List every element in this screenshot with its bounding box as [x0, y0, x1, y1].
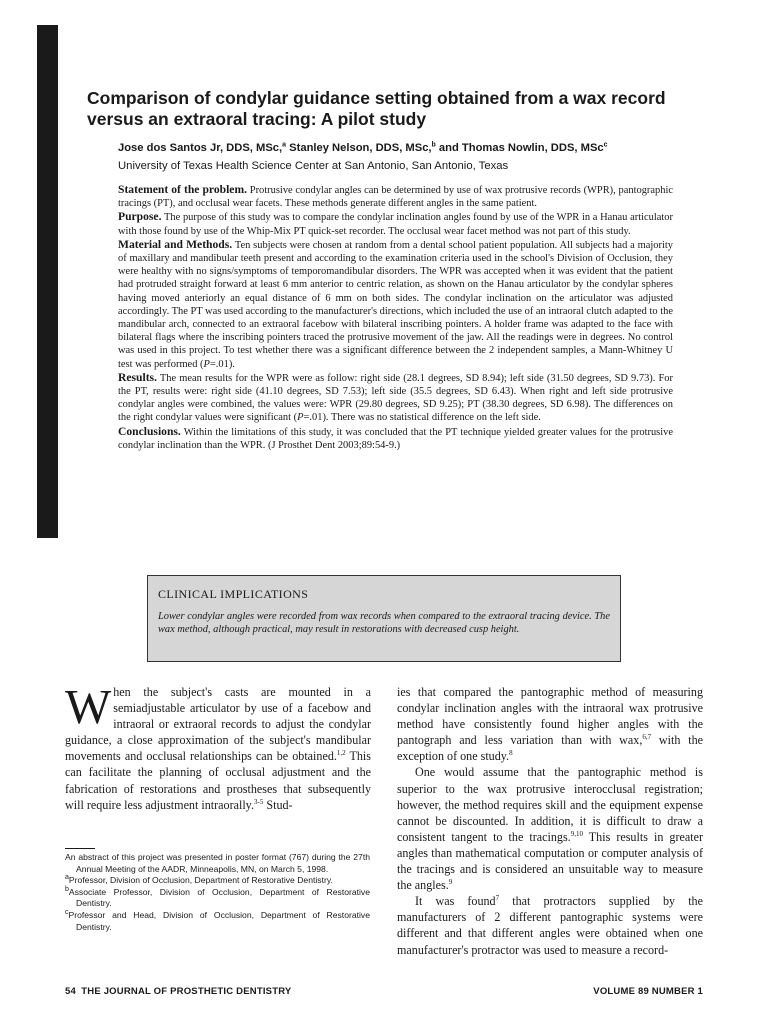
clinical-implications-box	[147, 575, 621, 662]
body-column-right	[397, 684, 703, 958]
author-1-sup: a	[282, 141, 287, 149]
side-bar-decoration	[37, 25, 58, 538]
left-p1-sup2: 3-5	[253, 797, 264, 806]
title-line-2: versus an extraoral tracing: A pilot study	[87, 109, 427, 129]
abstract-purpose	[118, 210, 673, 237]
abstract-methods	[118, 238, 673, 371]
drop-cap: W	[65, 679, 112, 734]
right-p1-b: with the exception of one study.	[397, 733, 704, 764]
conclusions-text: Within the limitations of this study, it was concluded that the PT technique yielded greater values for the protrusive condylar inclination than the WPR. (J Prosthet Dent 2003;89:54-9.)	[118, 426, 673, 451]
right-p1-sup1: 6,7	[642, 733, 652, 742]
footnote-1: An abstract of this project was presented in poster format (767) during the 27th Annual Meeting of the AADR, Minneapolis, MN, on March 5, 1998.	[65, 852, 370, 874]
right-p2-sup1: 9,10	[570, 829, 583, 838]
right-p3-sup1: 7	[495, 894, 500, 903]
author-3-sup: c	[603, 141, 608, 149]
footnote-2-sup: a	[65, 874, 69, 882]
right-paragraph-2	[397, 764, 703, 893]
footer-left	[65, 986, 291, 997]
right-p2-sup2: 9	[448, 878, 453, 887]
author-2-sup: b	[431, 141, 436, 149]
conclusions-heading: Conclusions.	[118, 424, 181, 438]
page-number: 54	[65, 986, 76, 997]
results-p: P	[297, 412, 304, 424]
problem-heading: Statement of the problem.	[118, 183, 248, 196]
right-p1-a: ies that compared the pantographic method of measuring condylar inclination angles with the intraoral wax protrusive method have consistently found higher angles with the pantograph and less variation than with wax,	[397, 685, 703, 748]
methods-p: P	[203, 358, 210, 370]
methods-text-b: =.01).	[209, 358, 235, 370]
footnote-3-sup: b	[65, 885, 69, 893]
right-paragraph-3	[397, 893, 703, 957]
results-heading: Results.	[118, 370, 157, 384]
affiliation: University of Texas Health Science Center at San Antonio, San Antonio, Texas	[118, 160, 509, 172]
left-p1-b: This can facilitate the planning of occlusal adjustment and the fabrication of restorations and prostheses that subsequently will require less adjustment intraorally.	[65, 749, 371, 812]
author-1: Jose dos Santos Jr, DDS, MSc,	[118, 142, 283, 154]
abstract-results	[118, 371, 673, 425]
left-p1-a: hen the subject's casts are mounted in a semiadjustable articulator by use of a facebow and intraoral or extraoral records to adjust the condylar guidance, a close approximation of the subject's mandibular movements and occlusal relationships can be obtained.	[65, 685, 371, 764]
footnote-3-text: Associate Professor, Division of Occlusion, Department of Restorative Dentistry.	[68, 886, 370, 909]
footnote-4-text: Professor and Head, Division of Occlusion, Department of Restorative Dentistry.	[68, 909, 370, 932]
right-p2-b: This results in greater angles than mathematical computation or computer analysis of the tracings and is considered an unsuitable way to measure the angles.	[397, 829, 703, 893]
footnotes	[65, 852, 370, 933]
abstract-conclusions	[118, 425, 673, 452]
left-p1-c: Stud-	[263, 797, 293, 812]
article-title	[87, 88, 687, 130]
author-list	[118, 141, 688, 156]
footnote-3	[65, 887, 370, 910]
body-column-left	[65, 679, 371, 813]
left-p1-sup1: 1,2	[336, 749, 346, 758]
left-paragraph-1	[65, 679, 371, 813]
title-line-1: Comparison of condylar guidance setting obtained from a wax record	[87, 88, 666, 108]
purpose-text: The purpose of this study was to compare the condylar inclination angles found by use of the WPR in a Hanau articulator with those found by use of the Whip-Mix PT quick-set recorder. The occlusal wear facet method was not part of this study.	[118, 212, 673, 237]
abstract-problem	[118, 183, 673, 210]
problem-text: Protrusive condylar angles can be determined by use of wax protrusive records (WPR), pantographic tracings (PT), and occlusal wear facets. These methods generate different angles in the same patient.	[118, 185, 673, 210]
footnote-4-sup: c	[65, 909, 69, 917]
abstract	[118, 183, 673, 452]
methods-heading: Material and Methods.	[118, 237, 233, 251]
footnote-rule	[65, 848, 95, 849]
purpose-heading: Purpose.	[118, 210, 162, 224]
right-p3-a: It was found	[415, 894, 496, 909]
results-text-b: =.01). There was no statistical difference on the left side.	[303, 412, 541, 424]
results-text-a: The mean results for the WPR were as follow: right side (28.1 degrees, SD 8.94); left side (31.50 degrees, SD 9.73). For the PT, results were: right side (41.10 degrees, SD 7.53); left side (35.5 degrees, SD 6.43). When right and left side protrusive condylar angles were combined, the values were: WPR (29.80 degrees, SD 9.25); PT (38.30 degrees, SD 6.98). The differences on the right condylar values were significant (	[118, 372, 673, 424]
clinical-text: Lower condylar angles were recorded from wax records when compared to the extraoral tracing device. The wax method, although practical, may result in restorations with decreased cusp height.	[158, 611, 610, 636]
right-paragraph-1	[397, 684, 703, 764]
right-p2-a: One would assume that the pantographic method is superior to the wax protrusive interocclusal registration; however, the method requires skill and the equipment expense cannot be discounted. In addition, it is difficult to draw a consistent tangent to the tracings.	[397, 765, 703, 844]
right-p3-b: that protractors supplied by the manufacturers of 2 different pantographic systems were different and that different angles were obtained when one manufacturer's protractor was used to measure a record-	[397, 894, 703, 957]
footnote-2	[65, 875, 370, 887]
right-p1-sup2: 8	[509, 749, 513, 758]
author-2: Stanley Nelson, DDS, MSc,	[286, 142, 432, 154]
journal-name: THE JOURNAL OF PROSTHETIC DENTISTRY	[81, 986, 292, 997]
clinical-heading: CLINICAL IMPLICATIONS	[158, 587, 309, 601]
footer-right	[593, 986, 703, 997]
volume-issue: VOLUME 89 NUMBER 1	[593, 986, 703, 997]
author-3: and Thomas Nowlin, DDS, MSc	[435, 142, 604, 154]
methods-text-a: Ten subjects were chosen at random from a dental school patient population. All subjects had a majority of maxillary and mandibular teeth present and according to the examination criteria used in the school's Division of Occlusion, they were healthy with no signs/symptoms of temporomandibular disorders. The WPR was accepted when it was evident that the patient had protruded straight forward at least 6 mm anterior to centric relation, as shown on the Hanau articulator by the condylar spheres having moved anteriorly an equal distance of 6 mm on both sides. The condylar inclination on the articulator was adjusted accordingly. The PT was used according to the manufacturer's directions, which included the use of an intraoral clutch adapted to the mandibular arch, connected to an extraoral facebow with bilateral inscribing pointers. A holder frame was adapted to the face with bilateral flags where the inscribing pointers traced the protrusive movement of the jaw. All the readings were in degrees. No control was used in this project. To test whether there was a significant difference between the 2 independent samples, a Mann-Whitney U test was performed (	[118, 239, 673, 370]
footnote-2-text: Professor, Division of Occlusion, Department of Restorative Dentistry.	[68, 875, 333, 886]
footnote-4	[65, 910, 370, 933]
